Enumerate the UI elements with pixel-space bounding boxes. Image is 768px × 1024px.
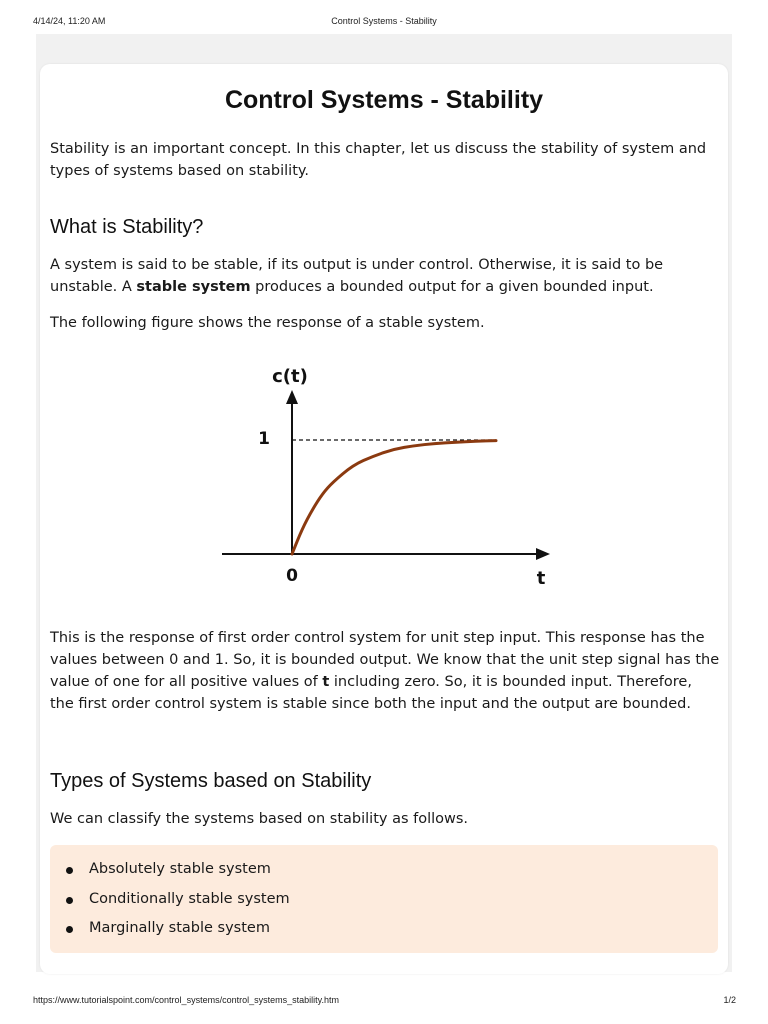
- print-footer: [0, 995, 768, 1009]
- heading-what-is-stability: What is Stability?: [50, 216, 204, 238]
- x-axis-label: t: [536, 568, 546, 589]
- definition-text-end: produces a bounded output for a given bounded input.: [250, 279, 654, 295]
- print-page-number: 1/2: [723, 995, 736, 1005]
- list-item-label: Conditionally stable system: [89, 890, 290, 907]
- origin-label: 0: [286, 566, 298, 586]
- print-url: https://www.tutorialspoint.com/control_systems/control_systems_stability.htm: [33, 995, 339, 1005]
- bullet-icon: [66, 897, 73, 904]
- response-explanation-paragraph: [50, 627, 720, 715]
- explanation-text-end: including zero. So, it is bounded input. Therefore, the first order control system is stable since both the input and the output are bounded.: [50, 674, 692, 712]
- bullet-icon: [66, 926, 73, 933]
- print-page-title: Control Systems - Stability: [331, 16, 437, 26]
- y-axis-arrow: [286, 390, 298, 404]
- heading-types-of-systems: Types of Systems based on Stability: [50, 770, 372, 792]
- x-axis-arrow: [536, 548, 550, 560]
- system-types-list: [50, 857, 290, 946]
- y-tick-label: 1: [258, 429, 270, 449]
- y-axis-label: c(t): [272, 366, 308, 387]
- list-item: [50, 857, 290, 887]
- figure-intro-paragraph: The following figure shows the response of a stable system.: [50, 315, 485, 331]
- stability-definition-paragraph: [50, 254, 720, 298]
- stable-response-figure: [200, 358, 580, 598]
- list-item: [50, 916, 290, 946]
- explanation-text-start: This is the response of first order control system for unit step input. This response has the values between 0 and 1. So, it is bounded output. We know that the unit step signal has the value of one for all positive values of: [50, 630, 720, 690]
- response-chart: [200, 358, 580, 598]
- print-header: [0, 16, 768, 30]
- system-types-list-box: [50, 845, 718, 953]
- intro-paragraph: Stability is an important concept. In this chapter, let us discuss the stability of system and types of systems based on stability.: [50, 141, 707, 179]
- definition-text-start: A system is said to be stable, if its output is under control. Otherwise, it is said to be unstable. A: [50, 257, 664, 295]
- response-curve-series-0: [292, 441, 496, 554]
- definition-bold-term: stable system: [136, 279, 251, 295]
- explanation-bold-t: t: [322, 674, 330, 690]
- bullet-icon: [66, 867, 73, 874]
- print-datetime: 4/14/24, 11:20 AM: [33, 16, 106, 26]
- list-item-label: Marginally stable system: [89, 920, 270, 936]
- list-item-label: Absolutely stable system: [89, 861, 271, 877]
- classification-intro-paragraph: We can classify the systems based on stability as follows.: [50, 811, 469, 827]
- page-title: Control Systems - Stability: [224, 86, 544, 114]
- list-item: [50, 887, 290, 917]
